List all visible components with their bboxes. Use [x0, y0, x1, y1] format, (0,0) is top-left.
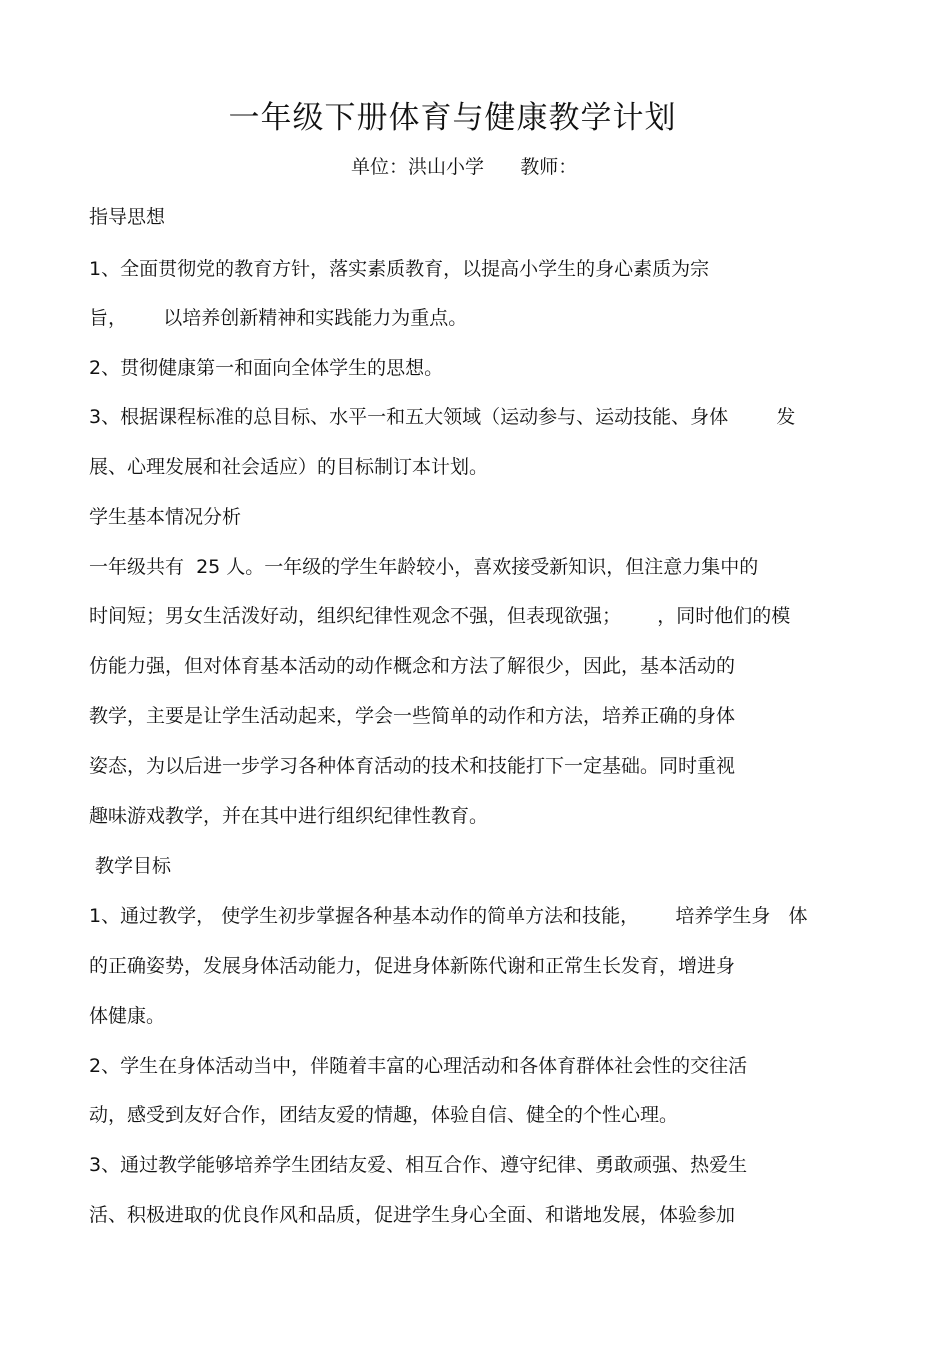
guiding-line: 3、根据课程标准的总目标、水平一和五大领域（运动参与、运动技能、身体 发: [89, 406, 796, 428]
goals-line: 活、积极进取的优良作风和品质，促进学生身心全面、和谐地发展，体验参加: [89, 1204, 736, 1226]
guiding-line: 旨， 以培养创新精神和实践能力为重点。: [89, 307, 468, 329]
document-title: 一年级下册体育与健康教学计划: [228, 100, 677, 136]
analysis-line: 姿态，为以后进一步学习各种体育活动的技术和技能打下一定基础。同时重视: [89, 755, 736, 777]
analysis-line: 一年级共有 25 人。一年级的学生年龄较小，喜欢接受新知识，但注意力集中的: [89, 556, 759, 578]
guiding-line: 展、心理发展和社会适应）的目标制订本计划。: [89, 456, 489, 478]
analysis-line: 教学，主要是让学生活动起来，学会一些简单的动作和方法，培养正确的身体: [89, 705, 736, 727]
analysis-line: 仿能力强，但对体育基本活动的动作概念和方法了解很少，因此，基本活动的: [89, 655, 736, 677]
goals-line: 的正确姿势，发展身体活动能力，促进身体新陈代谢和正常生长发育，增进身: [89, 955, 736, 977]
document-subtitle: 单位：洪山小学 教师：: [351, 156, 578, 178]
goals-line: 体健康。: [89, 1005, 166, 1027]
analysis-line: 趣味游戏教学，并在其中进行组织纪律性教育。: [89, 805, 489, 827]
section-heading-goals: 教学目标: [95, 855, 172, 877]
guiding-line: 1、全面贯彻党的教育方针，落实素质教育，以提高小学生的身心素质为宗: [89, 258, 710, 280]
section-heading-guiding: 指导思想: [89, 206, 166, 228]
goals-line: 2、学生在身体活动当中，伴随着丰富的心理活动和各体育群体社会性的交往活: [89, 1055, 748, 1077]
goals-line: 动，感受到友好合作，团结友爱的情趣，体验自信、健全的个性心理。: [89, 1104, 679, 1126]
goals-line: 1、通过教学， 使学生初步掌握各种基本动作的简单方法和技能， 培养学生身 体: [89, 905, 808, 927]
goals-line: 3、通过教学能够培养学生团结友爱、相互合作、遵守纪律、勇敢顽强、热爱生: [89, 1154, 748, 1176]
guiding-line: 2、贯彻健康第一和面向全体学生的思想。: [89, 357, 444, 379]
analysis-line: 时间短；男女生活泼好动，组织纪律性观念不强，但表现欲强； ，同时他们的模: [89, 605, 791, 627]
section-heading-analysis: 学生基本情况分析: [89, 506, 242, 528]
